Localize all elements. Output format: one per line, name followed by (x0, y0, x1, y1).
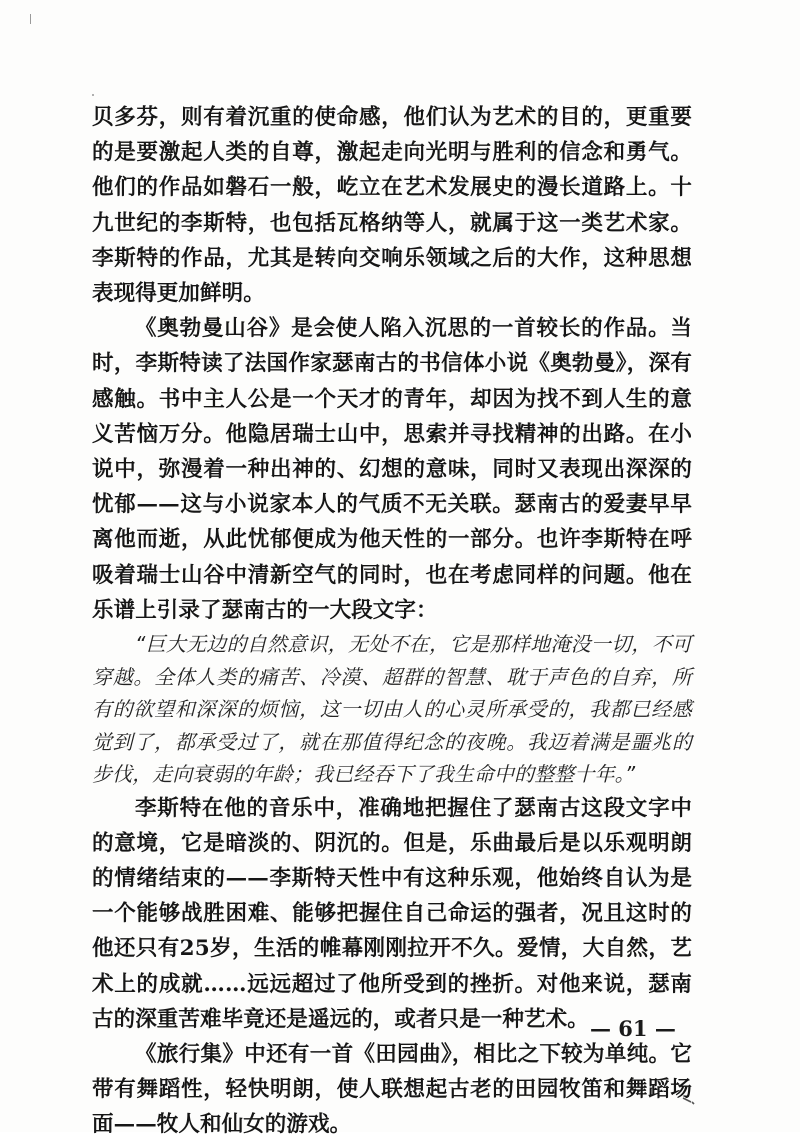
scan-artifact-mark (682, 1096, 696, 1106)
body-text (92, 100, 692, 1143)
page-number: — 61 — (590, 1016, 676, 1041)
scan-dot-mark (92, 94, 94, 96)
paragraph-5: 《旅行集》中还有一首《田园曲》，相比之下较为单纯。它带有舞蹈性，轻快明朗，使人联想起古老的田园牧笛和舞蹈场面——牧人和仙女的游戏。 (92, 1041, 692, 1138)
paragraph-2: 《奥勃曼山谷》是会使人陷入沉思的一首较长的作品。当时，李斯特读了法国作家瑟南古的书信体小说《奥勃曼》，深有感触。书中主人公是一个天才的青年，却因为找不到人生的意义苦恼万分。他隐居瑞士山中，思索并寻找精神的出路。在小说中，弥漫着一种出神的、幻想的意味，同时又表现出深深的忧郁——这与小说家本人的气质不无关联。瑟南古的爱妻早早离他而逝，从此忧郁便成为他天性的一部分。也许李斯特在呼吸着瑞士山谷中清新空气的同时，也在考虑同样的问题。他在乐谱上引录了瑟南古的一大段文字： (92, 316, 692, 623)
quotation-paragraph: “巨大无边的自然意识，无处不在，它是那样地淹没一切，不可穿越。全体人类的痛苦、冷漠、超群的智慧、耽于声色的自弃，所有的欲望和深深的烦恼，这一切由人的心灵所承受的，我都已经感觉到了，都承受过了，就在那值得纪念的夜晚。我迈着满是噩兆的步伐，走向衰弱的年龄；我已经吞下了我生命中的整整十年。” (92, 632, 692, 787)
scan-corner-mark (30, 14, 31, 24)
paragraph-1: 贝多芬，则有着沉重的使命感，他们认为艺术的目的，更重要的是要激起人类的自尊，激起走向光明与胜利的信念和勇气。他们的作品如磐石一般，屹立在艺术发展史的漫长道路上。十九世纪的李斯特，也包括瓦格纳等人，就属于这一类艺术家。李斯特的作品，尤其是转向交响乐领域之后的大作，这种思想表现得更加鲜明。 (92, 105, 692, 307)
paragraph-4: 李斯特在他的音乐中，准确地把握住了瑟南古这段文字中的意境，它是暗淡的、阴沉的。但是，乐曲最后是以乐观明朗的情绪结束的——李斯特天性中有这种乐观，他始终自认为是一个能够战胜困难、能够把握住自己命运的强者，况且这时的他还只有25岁，生活的帷幕刚刚拉开不久。爱情，大自然，艺术上的成就……远远超过了他所受到的挫折。对他来说，瑟南古的深重苦难毕竟还是遥远的，或者只是一种艺术。 (92, 795, 692, 1032)
